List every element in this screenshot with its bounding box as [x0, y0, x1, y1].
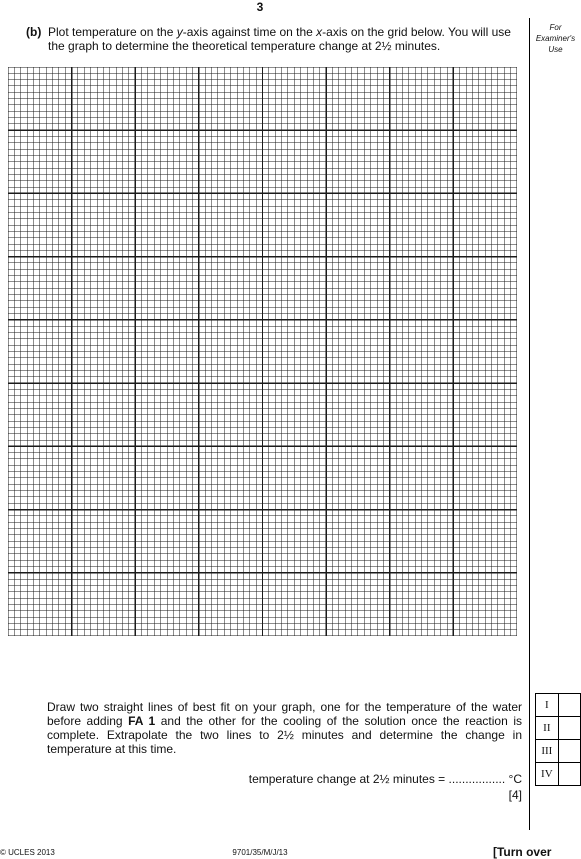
reagent-name: FA 1 [128, 714, 156, 728]
examiner-marks-table [535, 693, 581, 786]
question-text [48, 25, 522, 53]
examiner-note-line: Use [548, 45, 563, 54]
instruction-text: Draw two straight lines of best fit on your graph, one for the temperature of the water before adding [47, 700, 522, 728]
marks-row [536, 740, 581, 763]
mark-box[interactable] [558, 717, 580, 740]
marks-row [536, 717, 581, 740]
y-axis-term: y [176, 25, 183, 39]
mark-row-label: III [536, 740, 559, 763]
instruction-text: and the other for the cooling of the solution once the reaction is complete. Extrapolate the two lines to 2½ minutes and determine the change in temperature at this time. [47, 714, 522, 756]
instruction-paragraph [47, 700, 522, 756]
turn-over-footer: [Turn over [493, 845, 552, 859]
examiner-note-line: For [549, 23, 562, 32]
marks-row [536, 763, 581, 786]
question-text-part: -axis on the grid below. You will use the graph to determine the theoretical temperature change at 2½ minutes. [48, 25, 511, 53]
mark-row-label: II [536, 717, 559, 740]
mark-box[interactable] [558, 694, 580, 717]
mark-row-label: I [536, 694, 559, 717]
marks-allocation: [4] [508, 788, 522, 802]
margin-rule [529, 18, 530, 830]
graph-paper-grid[interactable] [8, 67, 517, 636]
copyright-footer: © UCLES 2013 [0, 848, 55, 857]
x-axis-term: x [316, 25, 323, 39]
mark-row-label: IV [536, 763, 559, 786]
question-text-part: Plot temperature on the [48, 25, 177, 39]
examiner-use-note [530, 22, 581, 55]
paper-code-footer: 9701/35/M/J/13 [232, 848, 288, 857]
page-number: 3 [256, 0, 264, 14]
question-text-part: -axis against time on the [182, 25, 317, 39]
examiner-note-line: Examiner's [535, 34, 576, 43]
mark-box[interactable] [558, 740, 580, 763]
answer-line[interactable]: temperature change at 2½ minutes = ................. °C [248, 772, 522, 786]
marks-row [536, 694, 581, 717]
question-label: (b) [26, 25, 42, 39]
mark-box[interactable] [558, 763, 580, 786]
